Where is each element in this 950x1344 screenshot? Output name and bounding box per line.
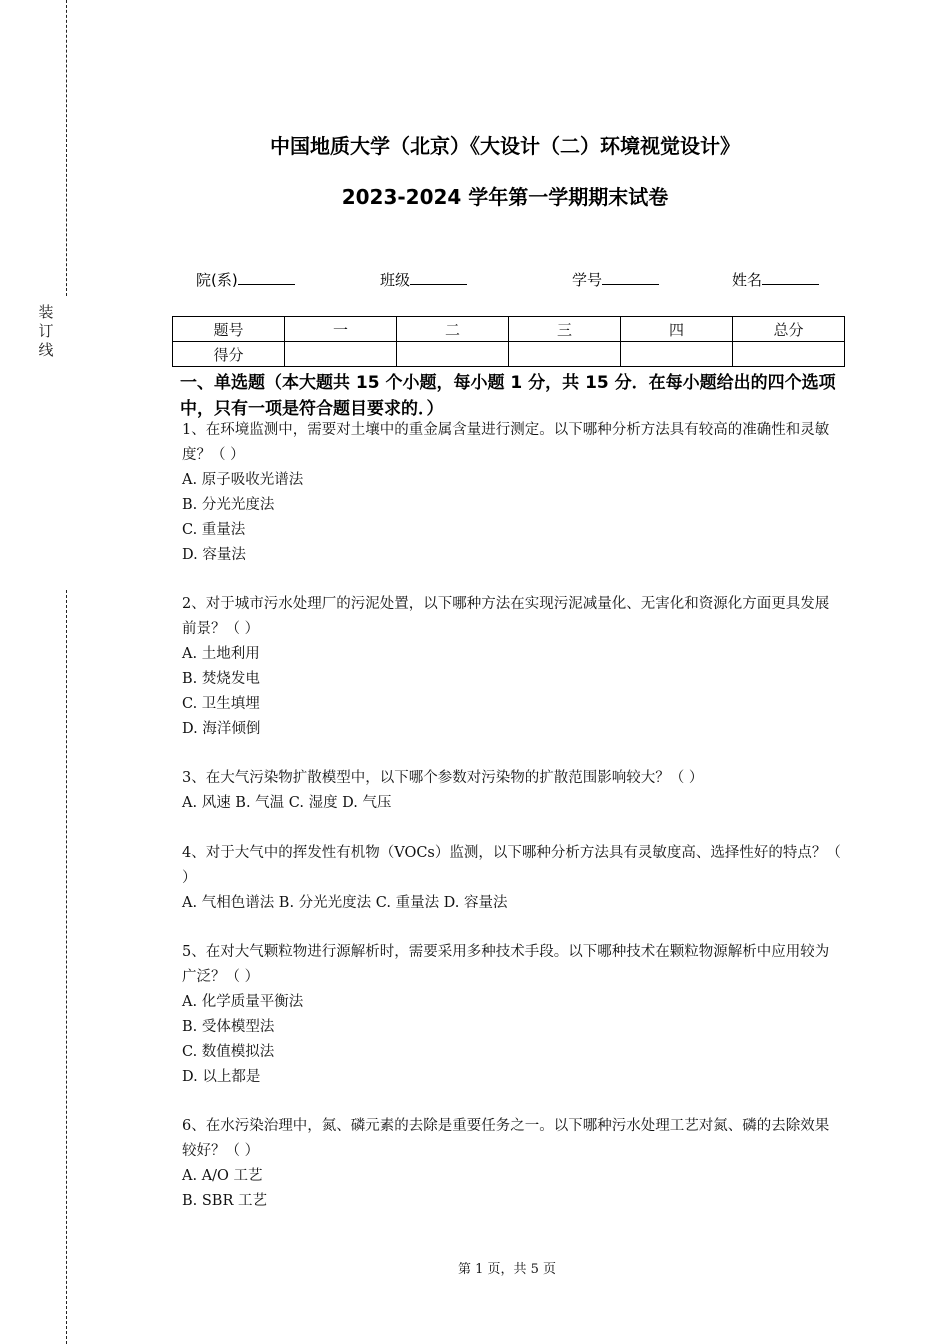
question-option: A. 原子吸收光谱法	[182, 472, 304, 488]
name-field	[732, 269, 819, 290]
binding-label	[36, 303, 56, 360]
score-table	[172, 316, 845, 367]
question-option: D. 海洋倾倒	[182, 721, 261, 737]
score-header-cell: 二	[397, 317, 509, 342]
question-2	[182, 592, 842, 742]
exam-subtitle: 2023-2024 学年第一学期期末试卷	[341, 185, 669, 209]
question-option: A. 土地利用	[182, 646, 260, 662]
question-option: C. 卫生填埋	[182, 696, 260, 712]
question-option: A. 气相色谱法 B. 分光光度法 C. 重量法 D. 容量法	[182, 895, 508, 911]
question-stem: 6、在水污染治理中，氮、磷元素的去除是重要任务之一。以下哪种污水处理工艺对氮、磷的去除效果较好？（ ）	[182, 1118, 830, 1159]
student-id-blank[interactable]	[602, 270, 659, 285]
question-option: D. 以上都是	[182, 1069, 261, 1085]
question-6	[182, 1114, 842, 1214]
question-option: B. SBR 工艺	[182, 1193, 267, 1209]
class-blank[interactable]	[410, 270, 467, 285]
score-cell[interactable]	[733, 342, 845, 367]
score-table-header-row	[173, 317, 845, 342]
score-cell[interactable]	[621, 342, 733, 367]
binding-char: 装	[38, 303, 54, 321]
score-header-cell: 一	[285, 317, 397, 342]
question-option: B. 受体模型法	[182, 1019, 275, 1035]
name-blank[interactable]	[762, 270, 819, 285]
question-4	[182, 841, 842, 916]
question-option: C. 数值模拟法	[182, 1044, 275, 1060]
score-table-score-row	[173, 342, 845, 367]
question-option: A. 风速 B. 气温 C. 湿度 D. 气压	[182, 795, 392, 811]
question-stem: 5、在对大气颗粒物进行源解析时，需要采用多种技术手段。以下哪种技术在颗粒物源解析中应用较为广泛？（ ）	[182, 944, 830, 985]
college-label: 院(系)	[196, 271, 238, 289]
class-field	[380, 269, 467, 290]
student-id-field	[572, 269, 659, 290]
question-stem: 1、在环境监测中，需要对土壤中的重金属含量进行测定。以下哪种分析方法具有较高的准确性和灵敏度？（ ）	[182, 422, 830, 463]
exam-title: 中国地质大学（北京）《大设计（二）环境视觉设计》	[270, 134, 740, 158]
score-header-cell: 四	[621, 317, 733, 342]
question-option: B. 焚烧发电	[182, 671, 260, 687]
section-1-title: 一、单选题（本大题共 15 个小题，每小题 1 分，共 15 分．在每小题给出的四个选项中，只有一项是符合题目要求的．）	[180, 373, 836, 419]
question-option: C. 重量法	[182, 522, 246, 538]
binding-char: 线	[38, 341, 54, 359]
question-stem: 4、对于大气中的挥发性有机物（VOCs）监测，以下哪种分析方法具有灵敏度高、选择性好的特点？（ ）	[182, 845, 841, 886]
score-cell[interactable]	[509, 342, 621, 367]
score-header-cell: 三	[509, 317, 621, 342]
question-option: D. 容量法	[182, 547, 246, 563]
score-cell[interactable]	[285, 342, 397, 367]
score-header-cell: 题号	[173, 317, 285, 342]
question-3	[182, 766, 842, 816]
college-field	[196, 269, 295, 290]
question-option: A. 化学质量平衡法	[182, 994, 304, 1010]
question-5	[182, 940, 842, 1090]
class-label: 班级	[380, 271, 411, 289]
student-id-label: 学号	[572, 271, 603, 289]
name-label: 姓名	[732, 271, 763, 289]
question-1	[182, 418, 842, 568]
score-cell[interactable]	[397, 342, 509, 367]
college-blank[interactable]	[238, 270, 295, 285]
question-option: B. 分光光度法	[182, 497, 275, 513]
binding-line-bottom	[66, 590, 67, 1344]
score-row-label: 得分	[173, 342, 285, 367]
question-stem: 2、对于城市污水处理厂的污泥处置，以下哪种方法在实现污泥减量化、无害化和资源化方面更具发展前景？（ ）	[182, 596, 830, 637]
binding-char: 订	[38, 322, 54, 340]
question-option: A. A/O 工艺	[182, 1168, 263, 1184]
page-footer: 第 1 页，共 5 页	[457, 1262, 557, 1277]
question-stem: 3、在大气污染物扩散模型中，以下哪个参数对污染物的扩散范围影响较大？（ ）	[182, 770, 704, 786]
score-header-cell: 总分	[733, 317, 845, 342]
